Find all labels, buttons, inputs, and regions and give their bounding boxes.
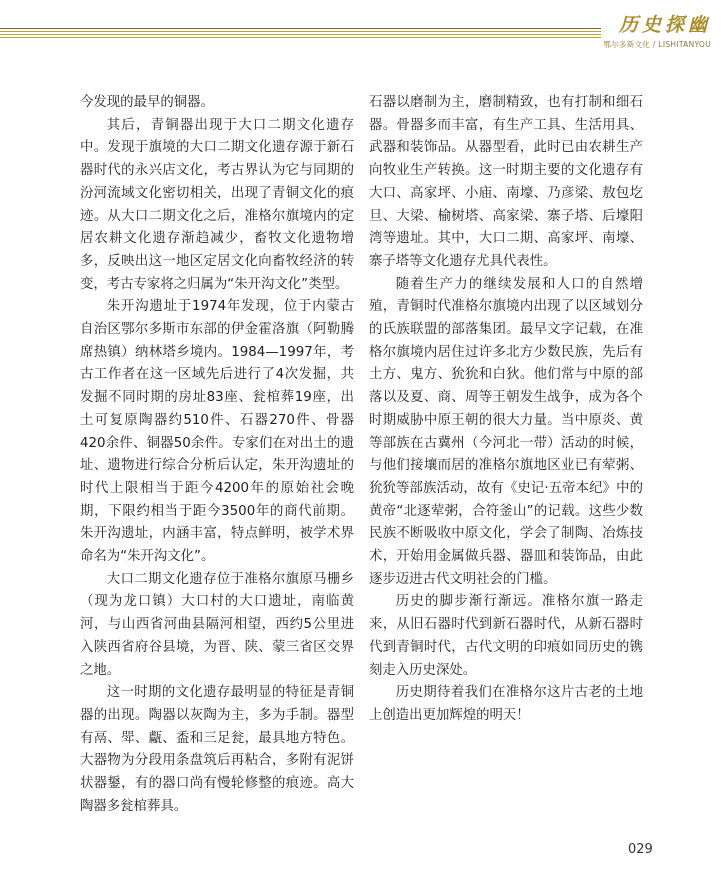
section-subtitle: 鄂尔多斯文化 / LISHITANYOU [603,40,711,49]
paragraph: 这一时期的文化遗存最明显的特征是青铜器的出现。陶器以灰陶为主，多为手制。器型有鬲、斝、甗、盉和三足瓮，最具地方特色。大器物为分段用条盘筑后再粘合，多附有泥饼状器鋬，有的器口尚有慢轮修整的痕迹。高大陶器多瓮棺葬具。 [80,685,354,814]
article-body [80,92,643,812]
right-column [369,92,643,812]
left-column [80,92,354,812]
header-rule [0,28,601,40]
section-title: 历史探幽 [618,14,711,36]
paragraph: 今发现的最早的铜器。 [80,95,214,110]
paragraph: 随着生产力的继续发展和人口的自然增殖，青铜时代准格尔旗境内出现了以区域划分的氏族联盟的部落集团。最早文字记载，在准格尔旗境内居住过许多北方少数民族，先后有土方、鬼方、狁狁和白狄。他们常与中原的部落以及夏、商、周等王朝发生战争，成为各个时期威胁中原王朝的很大力量。当中原炎、黄等部族在古冀州（今河北一带）活动的时候，与他们接壤而居的准格尔旗地区业已有荤粥、狁狁等部族活动，故有《史记·五帝本纪》中的黄帝“北逐荤粥，合符釜山”的记载。这些少数民族不断吸收中原文化，学会了制陶、冶炼技术，开始用金属做兵器、器皿和装饰品，由此逐步迈进古代文明社会的门槛。 [369,276,643,587]
paragraph: 历史的脚步渐行渐远。准格尔旗一路走来，从旧石器时代到新石器时代，从新石器时代到青铜时代，古代文明的印痕如同历史的镌刻走入历史深处。 [369,594,643,678]
paragraph: 朱开沟遗址于1974年发现，位于内蒙古自治区鄂尔多斯市东部的伊金霍洛旗（阿勒腾席热镇）纳林塔乡境内。1984—1997年，考古工作者在这一区域先后进行了4次发掘，共发掘不同时期的房址83座、瓮棺葬19座，出土可复原陶器约510件、石器270件、骨器420余件、铜器50余件。专家们在对出土的遗址、遗物进行综合分析后认定，朱开沟遗址的时代上限相当于距今4200年的原始社会晚期，下限约相当于距今3500年的商代前期。朱开沟遗址，内涵丰富，特点鲜明，被学术界命名为“朱开沟文化”。 [80,299,354,565]
section-brand [603,14,711,50]
paragraph: 大口二期文化遗存位于准格尔旗原马栅乡（现为龙口镇）大口村的大口遗址，南临黄河，与山西省河曲县隔河相望，西约5公里进入陕西省府谷县境，为晋、陕、蒙三省区交界之地。 [80,571,354,678]
page-header [0,0,721,60]
paragraph: 历史期待着我们在准格尔这片古老的土地上创造出更加辉煌的明天！ [369,685,643,723]
paragraph: 其后，青铜器出现于大口二期文化遗存中。发现于旗境的大口二期文化遗存源于新石器时代的永兴店文化，考古界认为它与同期的汾河流域文化密切相关，出现了青铜文化的痕迹。从大口二期文化之后，准格尔旗境内的定居农耕文化遗存渐趋减少，畜牧文化遗物增多，反映出这一地区定居文化向畜牧经济的转变，考古专家将之归属为“朱开沟文化”类型。 [80,117,354,292]
page-number: 029 [628,842,653,857]
paragraph: 石器以磨制为主，磨制精致，也有打制和细石器。骨器多而丰富，有生产工具、生活用具、武器和装饰品。从器型看，此时已由农耕生产向牧业生产转换。这一时期主要的文化遗存有大口、高家坪、小庙、南壕、乃彦梁、敖包圪旦、大梁、榆树塔、高家梁、寨子塔、后壕阳湾等遗址。其中，大口二期、高家坪、南壕、寨子塔等文化遗存尤具代表性。 [369,95,643,269]
